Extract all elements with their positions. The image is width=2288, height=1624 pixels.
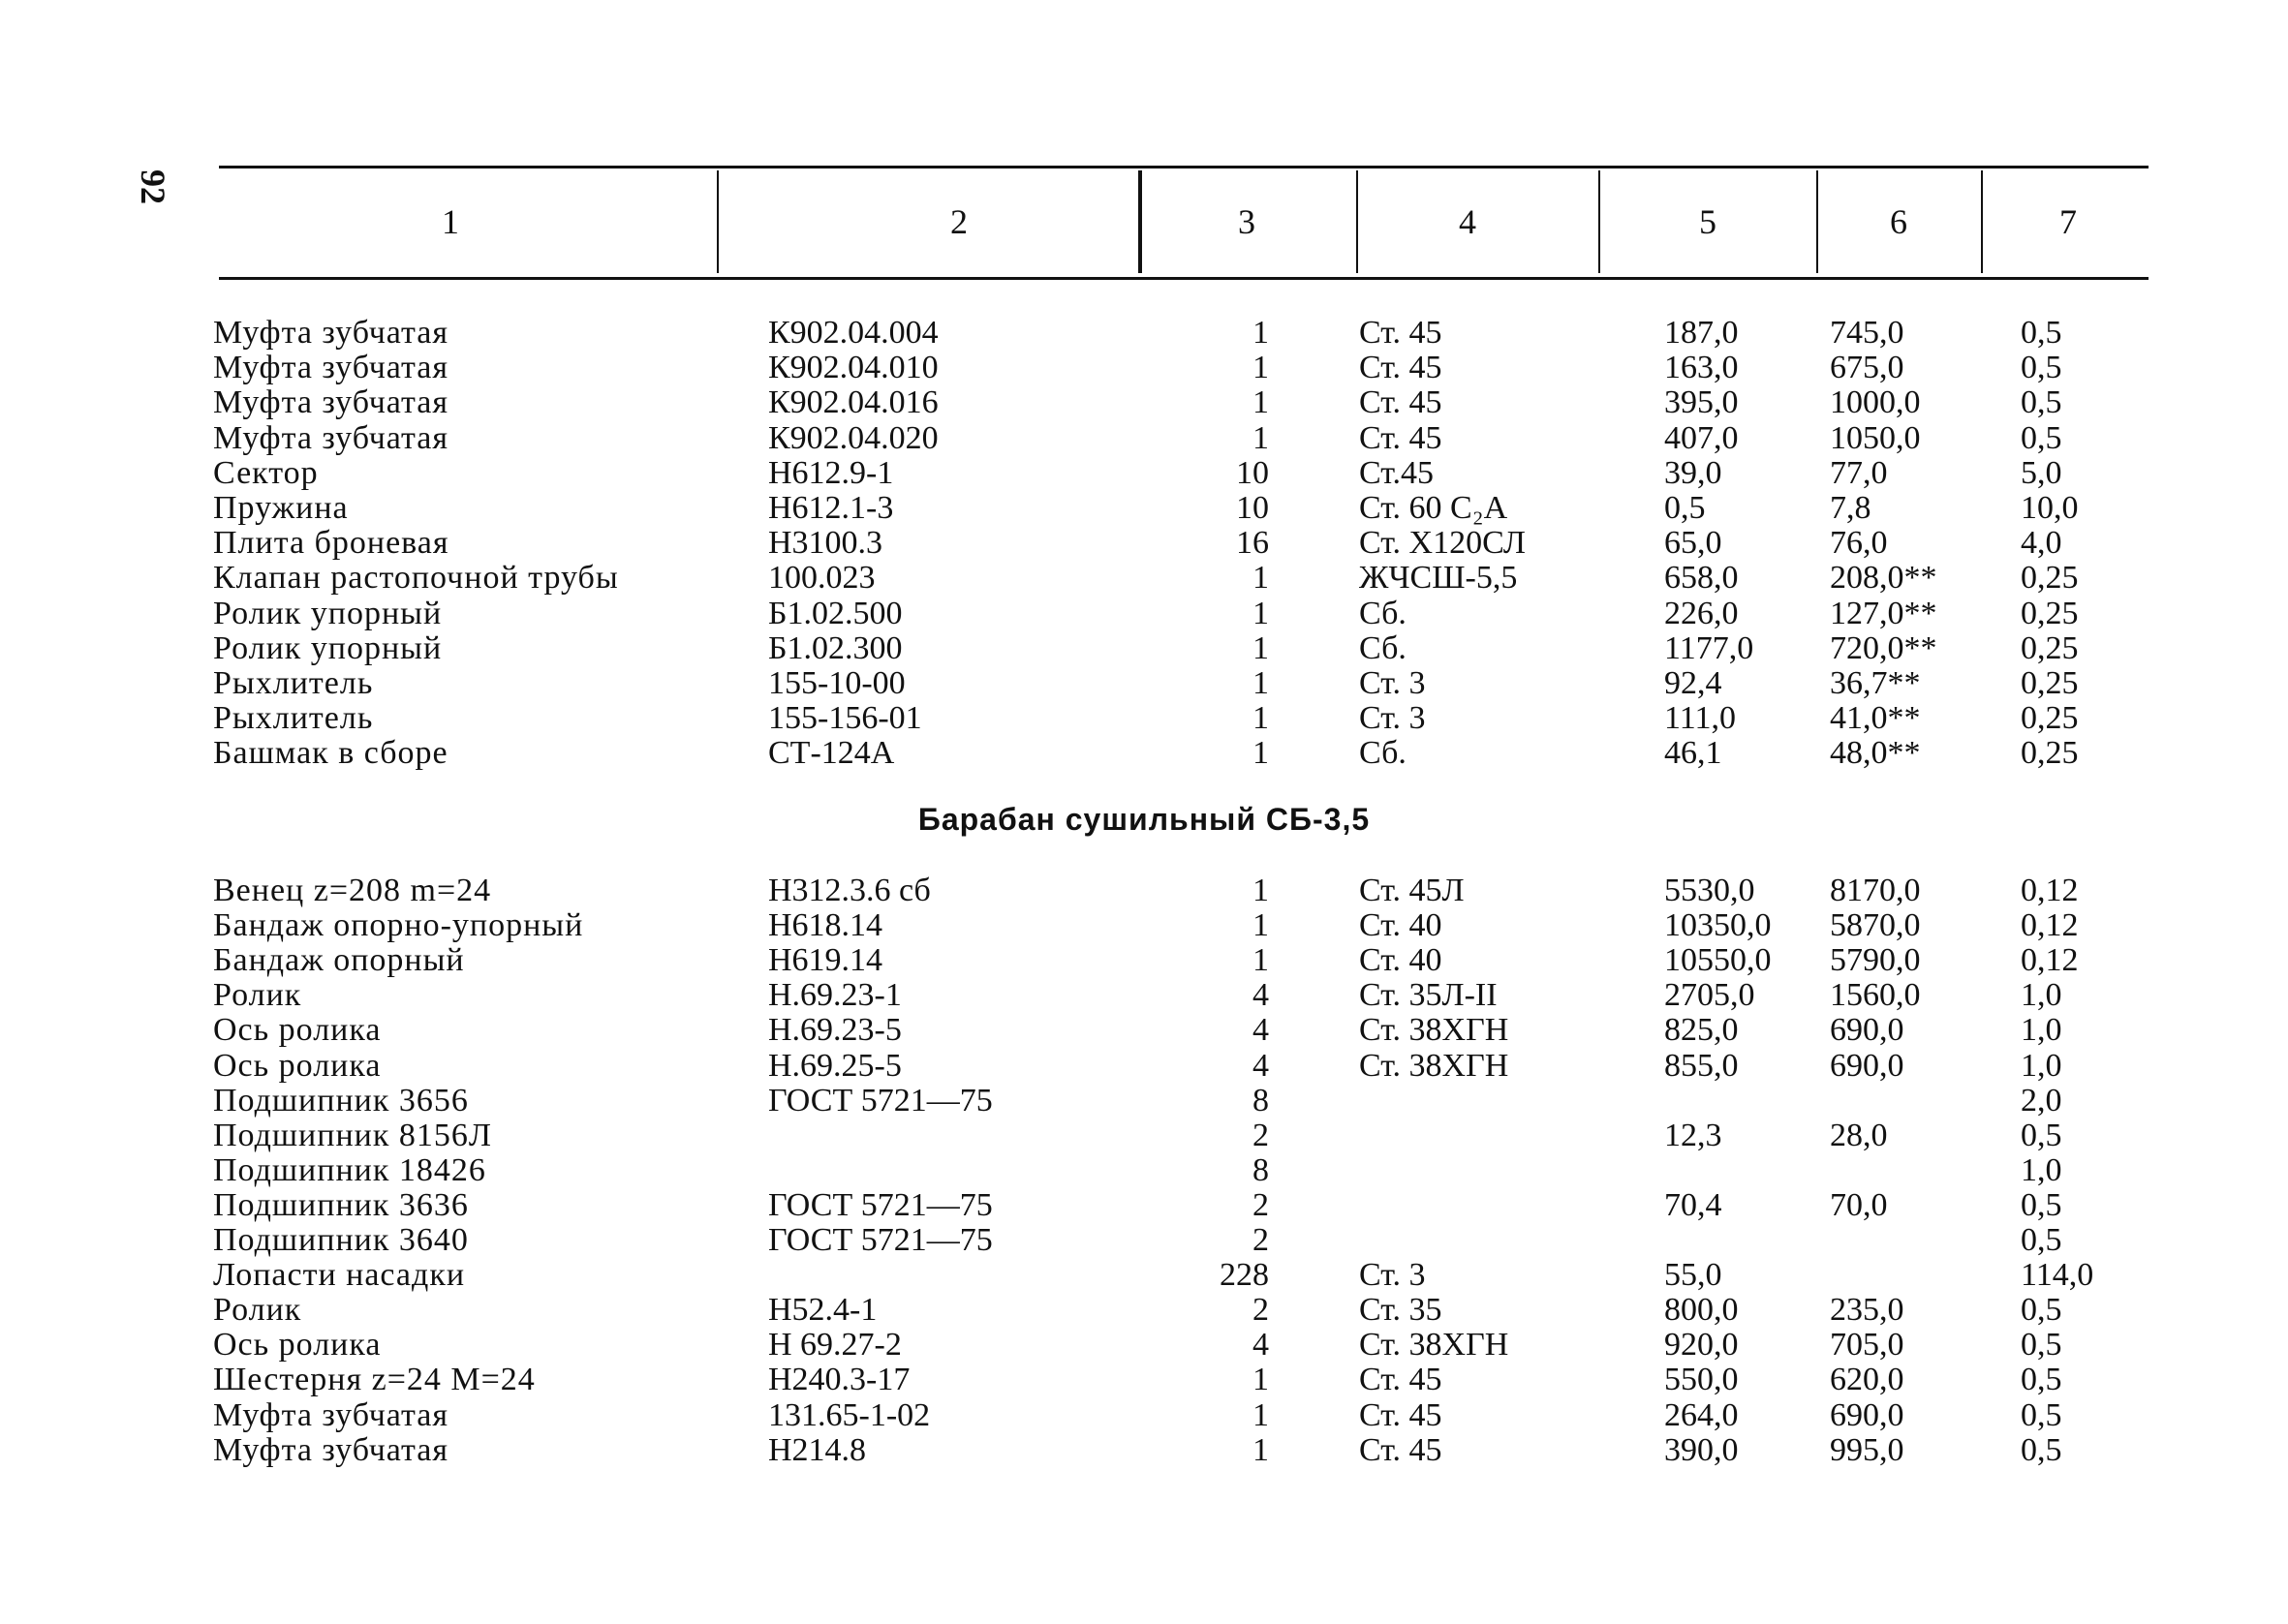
value-col6: 675,0 — [1830, 350, 1904, 386]
material: Ст. 35Л-II — [1359, 977, 1498, 1014]
value-col6: 8170,0 — [1830, 873, 1921, 908]
value-col5: 12,3 — [1664, 1117, 1722, 1153]
quantity: 1 — [1252, 1431, 1269, 1468]
quantity: 1 — [1252, 560, 1269, 597]
table-row — [0, 666, 2288, 701]
value-col6: 1000,0 — [1830, 384, 1921, 421]
column-divider — [1816, 170, 1818, 273]
value-col6: 745,0 — [1830, 315, 1904, 351]
column-header-1: 1 — [442, 202, 459, 241]
table-row — [0, 1188, 2288, 1223]
part-name: Пружина — [213, 490, 349, 526]
material: Сб. — [1359, 735, 1407, 772]
material: Сб. — [1359, 629, 1407, 666]
part-name: Ролик — [213, 1292, 302, 1329]
value-col5: 92,4 — [1664, 665, 1722, 701]
part-name: Шестерня z=24 M=24 — [213, 1362, 536, 1398]
material: ЖЧСШ-5,5 — [1359, 560, 1518, 597]
value-col7: 114,0 — [2021, 1257, 2094, 1294]
value-col5: 395,0 — [1664, 384, 1739, 421]
material: Ст.45 — [1359, 454, 1435, 491]
value-col5: 226,0 — [1664, 595, 1739, 631]
quantity: 2 — [1252, 1117, 1269, 1153]
part-code: К902.04.010 — [768, 350, 939, 386]
value-col6: 48,0** — [1830, 735, 1921, 772]
table-row — [0, 1084, 2288, 1118]
quantity: 1 — [1252, 419, 1269, 456]
part-code: Н618.14 — [768, 907, 883, 944]
value-col7: 0,5 — [2021, 419, 2062, 456]
value-col5: 920,0 — [1664, 1327, 1739, 1364]
value-col5: 163,0 — [1664, 350, 1739, 386]
part-code: Н240.3-17 — [768, 1362, 911, 1398]
part-name: Муфта зубчатая — [213, 1396, 449, 1433]
value-col7: 0,25 — [2021, 665, 2079, 701]
quantity: 4 — [1252, 1012, 1269, 1049]
table-row — [0, 1118, 2288, 1153]
material: Ст. 45Л — [1359, 873, 1465, 908]
material: Ст. 3 — [1359, 665, 1426, 701]
table-row — [0, 736, 2288, 771]
quantity: 1 — [1252, 1362, 1269, 1398]
material: Ст. 45 — [1359, 384, 1442, 421]
column-header-7: 7 — [2059, 202, 2077, 241]
value-col6: 41,0** — [1830, 700, 1921, 737]
value-col7: 0,12 — [2021, 907, 2079, 944]
table-row — [0, 1258, 2288, 1293]
table-row — [0, 421, 2288, 456]
value-col6: 1560,0 — [1830, 977, 1921, 1014]
value-col5: 46,1 — [1664, 735, 1722, 772]
part-name: Башмак в сборе — [213, 735, 448, 772]
value-col5: 550,0 — [1664, 1362, 1739, 1398]
part-name: Подшипник 8156Л — [213, 1117, 492, 1153]
value-col5: 2705,0 — [1664, 977, 1755, 1014]
material: Ст. 3 — [1359, 700, 1426, 737]
part-code: Н612.1-3 — [768, 490, 894, 526]
value-col5: 5530,0 — [1664, 873, 1755, 908]
value-col5: 187,0 — [1664, 315, 1739, 351]
quantity: 1 — [1252, 384, 1269, 421]
part-name: Муфта зубчатая — [213, 350, 449, 386]
column-divider — [1138, 170, 1142, 273]
quantity: 8 — [1252, 1082, 1269, 1118]
value-col5: 407,0 — [1664, 419, 1739, 456]
value-col7: 0,5 — [2021, 1186, 2062, 1223]
value-col5: 0,5 — [1664, 490, 1706, 526]
quantity: 1 — [1252, 907, 1269, 944]
value-col6: 208,0** — [1830, 560, 1937, 597]
quantity: 16 — [1236, 525, 1269, 562]
part-code: ГОСТ 5721—75 — [768, 1222, 993, 1258]
quantity: 2 — [1252, 1292, 1269, 1329]
material: Ст. 38ХГН — [1359, 1327, 1509, 1364]
section-heading: Барабан сушильный СБ-3,5 — [917, 802, 1371, 837]
quantity: 1 — [1252, 629, 1269, 666]
column-header-3: 3 — [1238, 202, 1255, 241]
value-col7: 1,0 — [2021, 1012, 2062, 1049]
part-name: Лопасти насадки — [213, 1257, 466, 1294]
value-col7: 4,0 — [2021, 525, 2062, 562]
value-col5: 1177,0 — [1664, 629, 1754, 666]
table-row — [0, 943, 2288, 978]
value-col7: 1,0 — [2021, 977, 2062, 1014]
quantity: 1 — [1252, 735, 1269, 772]
part-code: К902.04.016 — [768, 384, 939, 421]
quantity: 10 — [1236, 454, 1269, 491]
part-name: Венец z=208 m=24 — [213, 873, 492, 908]
value-col7: 0,5 — [2021, 350, 2062, 386]
table-row — [0, 1328, 2288, 1363]
table-row — [0, 1223, 2288, 1258]
part-code: Н3100.3 — [768, 525, 883, 562]
table-row — [0, 1013, 2288, 1048]
part-code: 131.65-1-02 — [768, 1396, 931, 1433]
value-col6: 235,0 — [1830, 1292, 1904, 1329]
value-col7: 0,5 — [2021, 1117, 2062, 1153]
value-col6: 28,0 — [1830, 1117, 1888, 1153]
quantity: 10 — [1236, 490, 1269, 526]
value-col6: 1050,0 — [1830, 419, 1921, 456]
value-col6: 705,0 — [1830, 1327, 1904, 1364]
material: Ст. 45 — [1359, 1362, 1442, 1398]
column-header-4: 4 — [1459, 202, 1476, 241]
material: Ст. 45 — [1359, 315, 1442, 351]
quantity: 1 — [1252, 942, 1269, 979]
part-name: Бандаж опорный — [213, 942, 465, 979]
part-code: ГОСТ 5721—75 — [768, 1082, 993, 1118]
quantity: 1 — [1252, 350, 1269, 386]
material: Ст. Х120СЛ — [1359, 525, 1526, 562]
part-code: 100.023 — [768, 560, 876, 597]
part-code: 155-156-01 — [768, 700, 922, 737]
value-col6: 995,0 — [1830, 1431, 1904, 1468]
table-row — [0, 526, 2288, 561]
material: Ст. 45 — [1359, 350, 1442, 386]
page-number: 92 — [134, 169, 172, 204]
part-code: СТ-124А — [768, 735, 895, 772]
value-col7: 2,0 — [2021, 1082, 2062, 1118]
quantity: 2 — [1252, 1186, 1269, 1223]
value-col7: 0,12 — [2021, 873, 2079, 908]
value-col5: 800,0 — [1664, 1292, 1739, 1329]
value-col6: 77,0 — [1830, 454, 1888, 491]
table-row — [0, 316, 2288, 351]
part-name: Муфта зубчатая — [213, 1431, 449, 1468]
column-header-6: 6 — [1890, 202, 1907, 241]
value-col7: 1,0 — [2021, 1151, 2062, 1188]
table-row — [0, 978, 2288, 1013]
quantity: 4 — [1252, 1047, 1269, 1084]
table-row — [0, 385, 2288, 420]
quantity: 4 — [1252, 1327, 1269, 1364]
value-col6: 720,0** — [1830, 629, 1937, 666]
material: Ст. 38ХГН — [1359, 1012, 1509, 1049]
value-col5: 70,4 — [1664, 1186, 1722, 1223]
table-row — [0, 597, 2288, 631]
value-col5: 10350,0 — [1664, 907, 1772, 944]
table-row — [0, 351, 2288, 385]
material: Ст. 45 — [1359, 1431, 1442, 1468]
part-code: Н312.3.6 сб — [768, 873, 931, 908]
value-col7: 0,5 — [2021, 1327, 2062, 1364]
part-code: Н52.4-1 — [768, 1292, 878, 1329]
part-code: К902.04.004 — [768, 315, 939, 351]
part-name: Ось ролика — [213, 1012, 382, 1049]
value-col5: 264,0 — [1664, 1396, 1739, 1433]
part-code: Н619.14 — [768, 942, 883, 979]
value-col6: 690,0 — [1830, 1012, 1904, 1049]
value-col7: 0,25 — [2021, 560, 2079, 597]
quantity: 8 — [1252, 1151, 1269, 1188]
part-name: Ролик упорный — [213, 595, 443, 631]
table-row — [0, 908, 2288, 943]
value-col5: 658,0 — [1664, 560, 1739, 597]
quantity: 228 — [1220, 1257, 1269, 1294]
part-name: Бандаж опорно-упорный — [213, 907, 584, 944]
value-col7: 0,25 — [2021, 735, 2079, 772]
value-col6: 5790,0 — [1830, 942, 1921, 979]
part-code: Н 69.27-2 — [768, 1327, 902, 1364]
part-code: К902.04.020 — [768, 419, 939, 456]
part-code: 155-10-00 — [768, 665, 906, 701]
part-code: ГОСТ 5721—75 — [768, 1186, 993, 1223]
column-divider — [1356, 170, 1358, 273]
value-col7: 0,5 — [2021, 1222, 2062, 1258]
value-col7: 0,5 — [2021, 384, 2062, 421]
value-col6: 76,0 — [1830, 525, 1888, 562]
part-name: Подшипник 3636 — [213, 1186, 469, 1223]
value-col6: 70,0 — [1830, 1186, 1888, 1223]
part-code: Н612.9-1 — [768, 454, 894, 491]
table-row — [0, 1398, 2288, 1433]
value-col5: 825,0 — [1664, 1012, 1739, 1049]
part-code: Н.69.23-1 — [768, 977, 902, 1014]
part-name: Сектор — [213, 454, 319, 491]
part-name: Рыхлитель — [213, 665, 374, 701]
value-col7: 0,5 — [2021, 1362, 2062, 1398]
value-col6: 5870,0 — [1830, 907, 1921, 944]
part-code: Н214.8 — [768, 1431, 867, 1468]
part-name: Ось ролика — [213, 1327, 382, 1364]
material: Ст. 60 С₂А — [1359, 490, 1508, 526]
part-name: Клапан растопочной трубы — [213, 560, 619, 597]
quantity: 2 — [1252, 1222, 1269, 1258]
value-col7: 1,0 — [2021, 1047, 2062, 1084]
quantity: 1 — [1252, 1396, 1269, 1433]
part-name: Муфта зубчатая — [213, 419, 449, 456]
table-row — [0, 561, 2288, 596]
quantity: 1 — [1252, 315, 1269, 351]
value-col7: 0,25 — [2021, 595, 2079, 631]
table-row — [0, 1049, 2288, 1084]
material: Ст. 40 — [1359, 942, 1442, 979]
value-col5: 855,0 — [1664, 1047, 1739, 1084]
column-header-5: 5 — [1699, 202, 1716, 241]
value-col6: 127,0** — [1830, 595, 1937, 631]
table-top-rule — [219, 166, 2149, 169]
part-name: Ролик — [213, 977, 302, 1014]
table-row — [0, 456, 2288, 491]
part-name: Ролик упорный — [213, 629, 443, 666]
value-col7: 0,12 — [2021, 942, 2079, 979]
part-code: Н.69.23-5 — [768, 1012, 902, 1049]
table-row — [0, 1153, 2288, 1188]
value-col7: 5,0 — [2021, 454, 2062, 491]
part-name: Подшипник 18426 — [213, 1151, 486, 1188]
quantity: 1 — [1252, 665, 1269, 701]
value-col7: 0,25 — [2021, 629, 2079, 666]
value-col7: 0,5 — [2021, 1292, 2062, 1329]
value-col6: 690,0 — [1830, 1047, 1904, 1084]
material: Ст. 3 — [1359, 1257, 1426, 1294]
part-code: Б1.02.500 — [768, 595, 903, 631]
column-divider — [717, 170, 719, 273]
column-divider — [1598, 170, 1600, 273]
quantity: 1 — [1252, 873, 1269, 908]
part-name: Плита броневая — [213, 525, 449, 562]
value-col5: 39,0 — [1664, 454, 1722, 491]
material: Сб. — [1359, 595, 1407, 631]
value-col7: 0,25 — [2021, 700, 2079, 737]
quantity: 4 — [1252, 977, 1269, 1014]
material: Ст. 45 — [1359, 1396, 1442, 1433]
value-col5: 390,0 — [1664, 1431, 1739, 1468]
table-row — [0, 1363, 2288, 1397]
table-row — [0, 1433, 2288, 1468]
quantity: 1 — [1252, 595, 1269, 631]
column-divider — [1981, 170, 1983, 273]
value-col5: 10550,0 — [1664, 942, 1772, 979]
part-name: Муфта зубчатая — [213, 315, 449, 351]
part-name: Муфта зубчатая — [213, 384, 449, 421]
table-row — [0, 1293, 2288, 1328]
part-name: Ось ролика — [213, 1047, 382, 1084]
value-col6: 36,7** — [1830, 665, 1921, 701]
material: Ст. 38ХГН — [1359, 1047, 1509, 1084]
part-name: Подшипник 3640 — [213, 1222, 469, 1258]
value-col5: 65,0 — [1664, 525, 1722, 562]
material: Ст. 40 — [1359, 907, 1442, 944]
material: Ст. 45 — [1359, 419, 1442, 456]
part-name: Рыхлитель — [213, 700, 374, 737]
value-col7: 0,5 — [2021, 1431, 2062, 1468]
value-col5: 111,0 — [1664, 700, 1736, 737]
quantity: 1 — [1252, 700, 1269, 737]
part-name: Подшипник 3656 — [213, 1082, 469, 1118]
table-row — [0, 631, 2288, 666]
value-col6: 620,0 — [1830, 1362, 1904, 1398]
part-code: Б1.02.300 — [768, 629, 903, 666]
table-header-bottom-rule — [219, 277, 2149, 280]
table-row — [0, 491, 2288, 526]
material: Ст. 35 — [1359, 1292, 1442, 1329]
value-col7: 10,0 — [2021, 490, 2079, 526]
value-col6: 690,0 — [1830, 1396, 1904, 1433]
table-row — [0, 701, 2288, 736]
value-col6: 7,8 — [1830, 490, 1871, 526]
table-row — [0, 873, 2288, 908]
column-header-2: 2 — [950, 202, 968, 241]
value-col7: 0,5 — [2021, 315, 2062, 351]
value-col7: 0,5 — [2021, 1396, 2062, 1433]
part-code: Н.69.25-5 — [768, 1047, 902, 1084]
value-col5: 55,0 — [1664, 1257, 1722, 1294]
